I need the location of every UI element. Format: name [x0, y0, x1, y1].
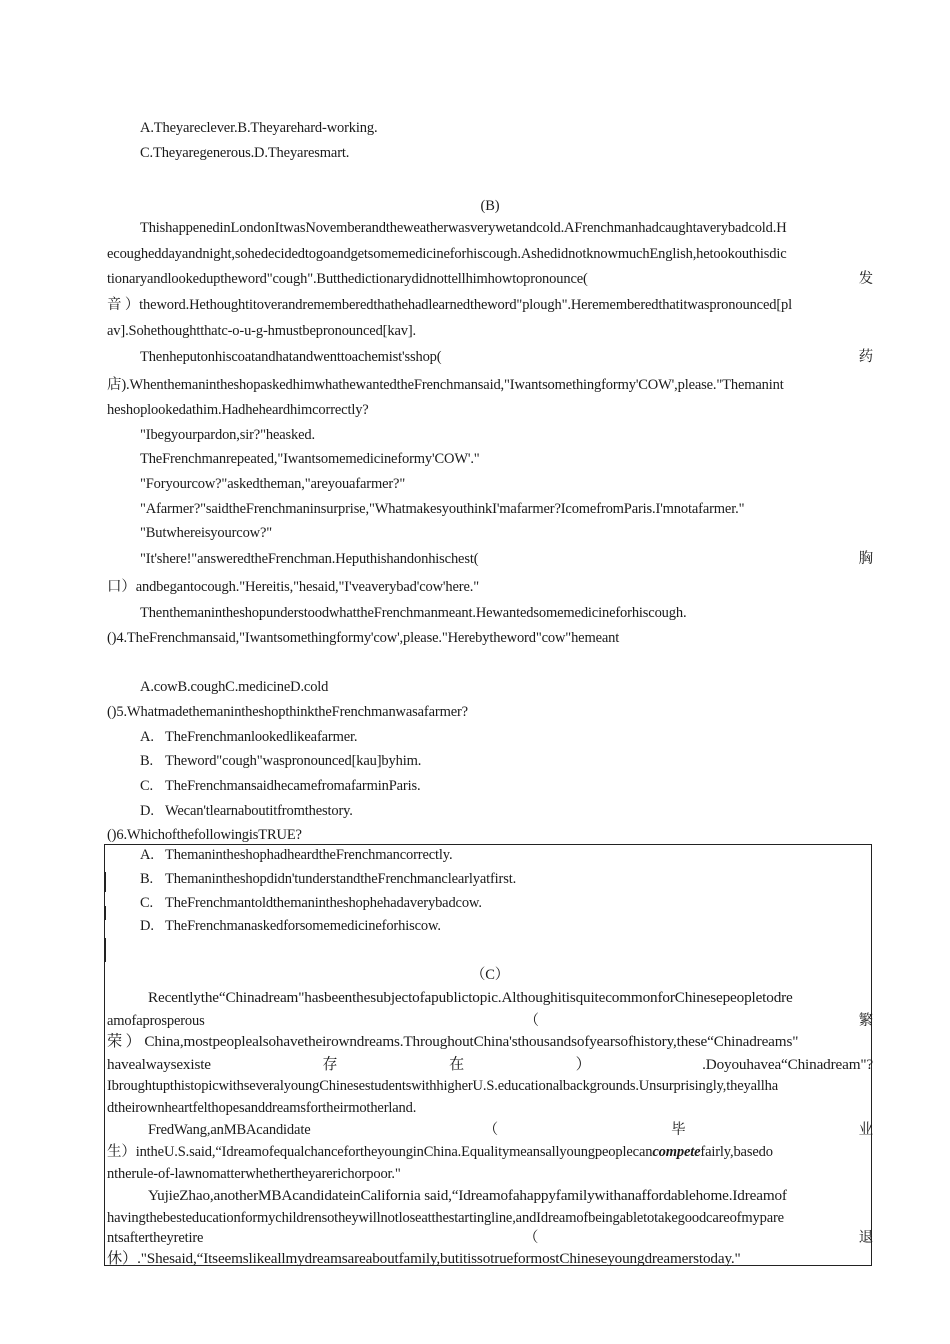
passage-c-line: [107, 1229, 873, 1247]
q6-option-d: [140, 917, 873, 935]
passage-c-line: ntherule-of-lawnomatterwhethertheyarerichorpoor.": [107, 1166, 401, 1182]
passage-c-line: dtheirownheartfelthopesanddreamsfortheirmotherland.: [107, 1100, 417, 1116]
box-margin-mark: [104, 938, 106, 962]
passage-c-line: 荣 ） China,mostpeoplealsohavetheirowndreams.ThroughoutChina'sthousandsofyearsofhistory,these“Chinadreams": [107, 1033, 799, 1050]
passage-c-heading: （C）: [470, 967, 510, 983]
q5-option-a: [140, 728, 873, 746]
passage-c-line: [107, 1056, 873, 1074]
q5-option-d: [140, 802, 873, 820]
passage-b-line: heshoplookedathim.Hadheheardhimcorrectly?: [107, 402, 369, 418]
passage-c-gloss: 繁: [858, 1013, 873, 1029]
dialogue-gloss: 胸: [858, 551, 873, 567]
passage-c-text: .Doyouhavea“Chinadream"?: [702, 1056, 873, 1073]
q6-option-b: [140, 870, 873, 888]
option-text: TheFrenchmantoldthemanintheshophehadaverybadcow.: [165, 895, 482, 911]
option-letter: D.: [140, 918, 154, 934]
passage-b-text: tionaryandlookeduptheword"cough".Butthedictionarydidnottellhimhowtopronounce(: [107, 271, 588, 287]
passage-c-emphasis: compete: [652, 1144, 701, 1160]
option-letter: B.: [140, 753, 153, 769]
option-letter: A.: [140, 847, 154, 863]
q3-options-line2: C.Theyaregenerous.D.Theyaresmart.: [140, 145, 350, 161]
passage-b-line: [140, 348, 873, 366]
passage-c-text: FredWang,anMBAcandidate: [148, 1122, 311, 1138]
dialogue-line: "Ibegyourpardon,sir?"heasked.: [140, 427, 315, 443]
option-text: Themanintheshopdidn'tunderstandtheFrenchmanclearlyatfirst.: [165, 871, 517, 887]
passage-c-paren: （: [524, 1013, 539, 1029]
passage-b-gloss: 发: [858, 271, 873, 287]
passage-b-line: ThishappenedinLondonItwasNovemberandtheweatherwasverywetandcold.AFrenchmanhadcaughtaverybadcold.H: [140, 220, 787, 236]
passage-c-line: 休）."Shesaid,“Itseemslikeallmydreamsareaboutfamily,butitissotrueformostChineseyoungdreamerstoday.": [107, 1250, 741, 1267]
passage-c-text: 生）intheU.S.said,“IdreamofequalchancefortheyounginChina.Equalitymeansallyoungpeoplecan: [107, 1144, 653, 1160]
passage-c-paren: ）: [575, 1056, 591, 1073]
dialogue-line: TheFrenchmanrepeated,"Iwantsomemedicineformy'COW'.": [140, 451, 480, 467]
option-letter: B.: [140, 871, 153, 887]
passage-c-gloss: 在: [448, 1056, 465, 1073]
option-letter: C.: [140, 895, 153, 911]
passage-c-line: [148, 1121, 873, 1139]
passage-b-text: Thenheputonhiscoatandhatandwenttoachemist'sshop(: [140, 349, 442, 365]
option-letter: A.: [140, 729, 154, 745]
q4-options: A.cowB.coughC.medicineD.cold: [140, 679, 329, 695]
passage-b-line: av].Sohethoughtthatc-o-u-g-hmustbepronounced[kav].: [107, 323, 416, 339]
passage-c-text: ntsaftertheyretire: [107, 1230, 204, 1246]
q4-stem: ()4.TheFrenchmansaid,"Iwantsomethingformy'cow',please."Herebytheword"cow"hemeant: [107, 630, 620, 646]
q5-stem: ()5.WhatmadethemanintheshopthinktheFrenchmanwasafarmer?: [107, 704, 468, 720]
passage-b-line: 音 ）theword.Hethoughtitoverandrememberedthathehadlearnedtheword"plough".Herememberedthatitwaspronounced[pl: [107, 297, 793, 313]
dialogue-line: 口）andbegantocough."Hereitis,"hesaid,"I'veaverybad'cow'here.": [107, 579, 479, 595]
q6-option-a: [140, 846, 873, 864]
passage-c-paren: （: [523, 1230, 539, 1246]
passage-c-text: amofaprosperous: [107, 1013, 205, 1029]
dialogue-line: "Foryourcow?"askedtheman,"areyouafarmer?": [140, 476, 406, 492]
passage-c-line: [107, 1143, 873, 1161]
passage-c-line: IbroughtupthistopicwithseveralyoungChinesestudentswithhigherU.S.educationalbackgrounds.Unsurprisingly,theyallha: [107, 1078, 779, 1094]
passage-b-line: 店).WhenthemanintheshopaskedhimwhathewantedtheFrenchmansaid,"Iwantsomethingformy'COW',please."Themanint: [107, 377, 784, 393]
option-text: ThemanintheshophadheardtheFrenchmancorrectly.: [165, 847, 453, 863]
box-margin-mark: [104, 906, 106, 920]
passage-b-line: ThenthemanintheshopunderstoodwhattheFrenchmanmeant.Hewantedsomemedicineforhiscough.: [140, 605, 687, 621]
dialogue-text: "It'shere!"answeredtheFrenchman.Heputhishandonhischest(: [140, 551, 479, 567]
dialogue-line: [140, 550, 873, 568]
passage-c-gloss: 业: [858, 1122, 873, 1138]
option-text: Theword"cough"waspronounced[kau]byhim.: [165, 753, 422, 769]
option-letter: D.: [140, 803, 154, 819]
passage-c-text: havealwaysexiste: [107, 1056, 211, 1073]
passage-c-gloss: 存: [322, 1056, 338, 1073]
passage-c-line: havingthebesteducationformychildrensotheywillnotloseatthestartingline,andIdreamofbeingabletotakegoodcareofmypare: [107, 1210, 784, 1226]
dialogue-line: "Butwhereisyourcow?": [140, 525, 273, 541]
passage-b-heading: (B): [480, 198, 500, 214]
option-text: TheFrenchmanaskedforsomemedicineforhiscow.: [165, 918, 441, 934]
passage-b-line: [107, 270, 873, 288]
option-letter: C.: [140, 778, 153, 794]
passage-c-line: Recentlythe“Chinadream"hasbeenthesubjectofapublictopic.AlthoughitisquitecommonforChinesepeopletodre: [148, 989, 793, 1006]
passage-c-line: YujieZhao,anotherMBAcandidateinCalifornia said,“Idreamofahappyfamilywithanaffordablehome.Idreamof: [148, 1187, 787, 1204]
passage-c-text: fairly,basedo: [700, 1144, 773, 1160]
passage-c-paren: （: [483, 1122, 498, 1138]
dialogue-line: "Afarmer?"saidtheFrenchmaninsurprise,"WhatmakesyouthinkI'mafarmer?IcomefromParis.I'mnotafarmer.": [140, 501, 745, 517]
passage-c-gloss: 毕: [671, 1122, 686, 1138]
q6-option-c: [140, 894, 873, 912]
option-text: Wecan'tlearnaboutitfromthestory.: [165, 803, 353, 819]
passage-c-gloss: 退: [858, 1230, 873, 1246]
q5-option-c: [140, 777, 873, 795]
q6-stem: ()6.WhichofthefollowingisTRUE?: [107, 827, 302, 843]
q3-options-line1: A.Theyareclever.B.Theyarehard-working.: [140, 120, 378, 136]
box-margin-mark: [104, 872, 106, 892]
passage-b-line: ecougheddayandnight,sohedecidedtogoandgetsomemedicineforhiscough.AshedidnotknowmuchEnglish,hetookouthisdic: [107, 246, 787, 262]
passage-b-gloss: 药: [858, 349, 873, 365]
option-text: TheFrenchmanlookedlikeafarmer.: [165, 729, 358, 745]
passage-c-line: [107, 1012, 873, 1030]
q5-option-b: [140, 752, 873, 770]
option-text: TheFrenchmansaidhecamefromafarminParis.: [165, 778, 421, 794]
